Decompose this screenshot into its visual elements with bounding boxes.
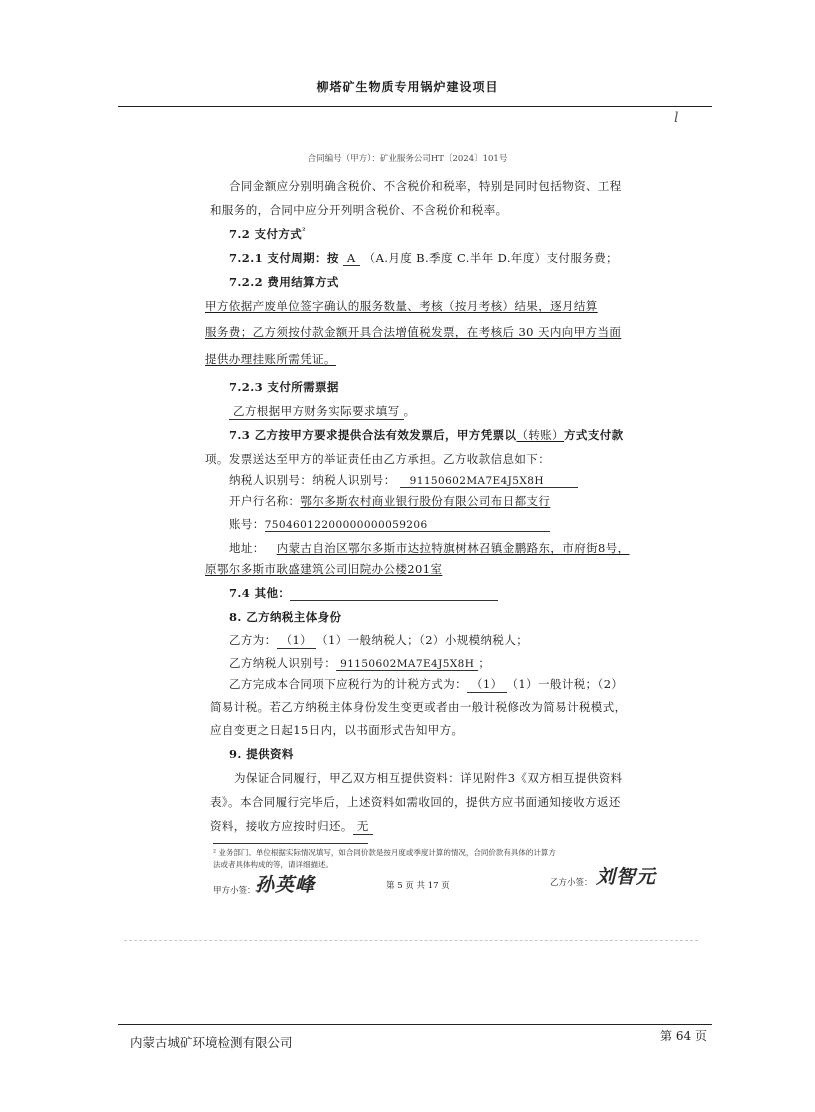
payment-cycle-options: （A.月度 B.季度 C.半年 D.年度）支付服务费； <box>363 251 619 265</box>
party-b-signature: 刘智元 <box>596 866 657 888</box>
settlement-line-1: 甲方依据产废单位签字确认的服务数量、考核（按月考核）结果，逐月结算 <box>205 299 598 313</box>
section-7-4-blank <box>290 588 498 601</box>
taxpayer-id-tail: ； <box>478 656 491 670</box>
payee-tax-id-row <box>229 472 578 488</box>
required-invoice-value: 乙方根据甲方财务实际要求填写 <box>229 403 404 420</box>
materials-line-3 <box>210 818 373 835</box>
payee-address-label: 地址： <box>229 541 265 555</box>
tax-method-row <box>229 676 623 693</box>
tax-method-line-2: 简易计税。若乙方纳税主体身份发生变更或者由一般计税修改为简易计税模式， <box>210 700 627 714</box>
tax-method-text-a: 乙方完成本合同项下应税行为的计税方式为： <box>229 677 467 691</box>
tax-method-value: （1） <box>467 676 507 693</box>
section-7-3-text-b: 方式支付款 <box>564 428 624 442</box>
payment-cycle-value: A <box>343 251 360 266</box>
taxpayer-id-row <box>229 655 490 671</box>
section-7-4-label: 7.4 其他： <box>229 586 291 600</box>
section-7-3-line-2: 项。发票送达至甲方的举证责任由乙方承担。乙方收款信息如下： <box>205 452 551 466</box>
party-b-initial-label: 乙方小签： <box>550 878 593 888</box>
footer-company-name: 内蒙古城矿环境检测有限公司 <box>130 1035 293 1050</box>
payee-tax-id-value: 91150602MA7E4J5X8H <box>400 475 578 488</box>
taxpayer-id-value: 91150602MA7E4J5X8H <box>336 658 478 671</box>
materials-line-2: 表》。本合同履行完毕后，上述资料如需收回的，提供方应书面通知接收方返还 <box>210 795 621 809</box>
footnote-rule <box>213 843 368 844</box>
section-9-heading: 9. 提供资料 <box>229 747 294 761</box>
required-invoice-tail: 。 <box>403 404 416 418</box>
section-7-2-title: 7.2 支付方式 <box>229 227 303 241</box>
section-7-2-1 <box>229 250 618 266</box>
payee-bank-value: 鄂尔多斯农村商业银行股份有限公司布日都支行 <box>300 494 551 508</box>
footnote-line-1: ² 业务部门、单位根据实际情况填写，如合同价款是按月度或季度计算的情况，合同价款有具体的计算方 <box>213 848 556 857</box>
header-rule <box>118 106 712 107</box>
payee-account-value: 75046012200000000059206 <box>265 519 550 532</box>
taxpayer-role-row <box>229 632 528 649</box>
settlement-line-3: 提供办理挂账所需凭证。 <box>205 352 336 366</box>
payee-bank-label: 开户行名称： <box>229 494 301 508</box>
contract-page-indicator: 第 5 页 共 17 页 <box>386 881 450 891</box>
section-7-3-line-1 <box>229 427 624 443</box>
taxpayer-id-label: 乙方纳税人识别号： <box>229 656 337 670</box>
intro-line-1: 合同金额应分别明确含税价、不含税价和税率，特别是同时包括物资、工程 <box>229 179 622 193</box>
section-7-2-heading <box>229 226 306 242</box>
payment-cycle-label: 7.2.1 支付周期：按 <box>229 251 339 265</box>
materials-line-3-text: 资料，接收方应按时归还。 <box>210 819 353 833</box>
required-invoice-row <box>229 403 416 420</box>
section-7-2-3-heading: 7.2.3 支付所需票据 <box>229 380 339 394</box>
contract-number: 合同编号（甲方）：矿业服务公司HT〔2024〕101号 <box>307 154 508 164</box>
tax-method-line-3: 应自变更之日起15日内，以书面形式告知甲方。 <box>210 723 464 737</box>
corner-pen-mark: l <box>674 110 679 126</box>
materials-line-3-value: 无 <box>353 818 373 835</box>
footer-rule <box>118 1024 712 1025</box>
payee-bank-row <box>229 493 550 509</box>
footnote-line-2: 法或者具体构成的等，请详细描述。 <box>213 860 333 869</box>
payee-address-line-1: 内蒙古自治区鄂尔多斯市达拉特旗树林召镇金鹏路东，市府街8号， <box>276 541 630 555</box>
materials-line-1: 为保证合同履行，甲乙双方相互提供资料：详见附件3《双方相互提供资料 <box>234 771 623 785</box>
footnote-ref: ² <box>302 226 306 236</box>
section-8-heading: 8. 乙方纳税主体身份 <box>229 610 342 624</box>
party-a-signature: 孙英峰 <box>255 874 316 896</box>
taxpayer-role-label: 乙方为： <box>229 633 277 647</box>
footer-page-number: 第 64 页 <box>660 1029 707 1043</box>
report-header-title: 柳塔矿生物质专用锅炉建设项目 <box>316 80 499 94</box>
section-7-2-2-heading: 7.2.2 费用结算方式 <box>229 275 339 289</box>
section-7-4-row <box>229 585 498 601</box>
taxpayer-role-value: （1） <box>277 632 317 649</box>
taxpayer-role-options: （1）一般纳税人；（2）小规模纳税人； <box>316 633 529 647</box>
tax-method-text-b: （1）一般计税；（2） <box>506 677 624 691</box>
section-7-3-text-a: 7.3 乙方按甲方要求提供合法有效发票后，甲方凭票以 <box>229 428 517 442</box>
payee-account-label: 账号： <box>229 517 265 531</box>
party-a-initial-label: 甲方小签： <box>213 886 256 896</box>
payee-account-row <box>229 516 550 532</box>
payee-tax-id-label: 纳税人识别号：纳税人识别号： <box>229 473 396 487</box>
settlement-line-2: 服务费；乙方须按付款金额开具合法增值税发票，在考核后 30 天内向甲方当面 <box>205 325 622 339</box>
payee-address-line-2: 原鄂尔多斯市耿盛建筑公司旧院办公楼201室 <box>205 562 443 576</box>
payee-address-row <box>229 540 630 556</box>
payment-method-value: （转账） <box>516 428 565 442</box>
intro-line-2: 和服务的，合同中应分开列明含税价、不含税价和税率。 <box>210 203 508 217</box>
